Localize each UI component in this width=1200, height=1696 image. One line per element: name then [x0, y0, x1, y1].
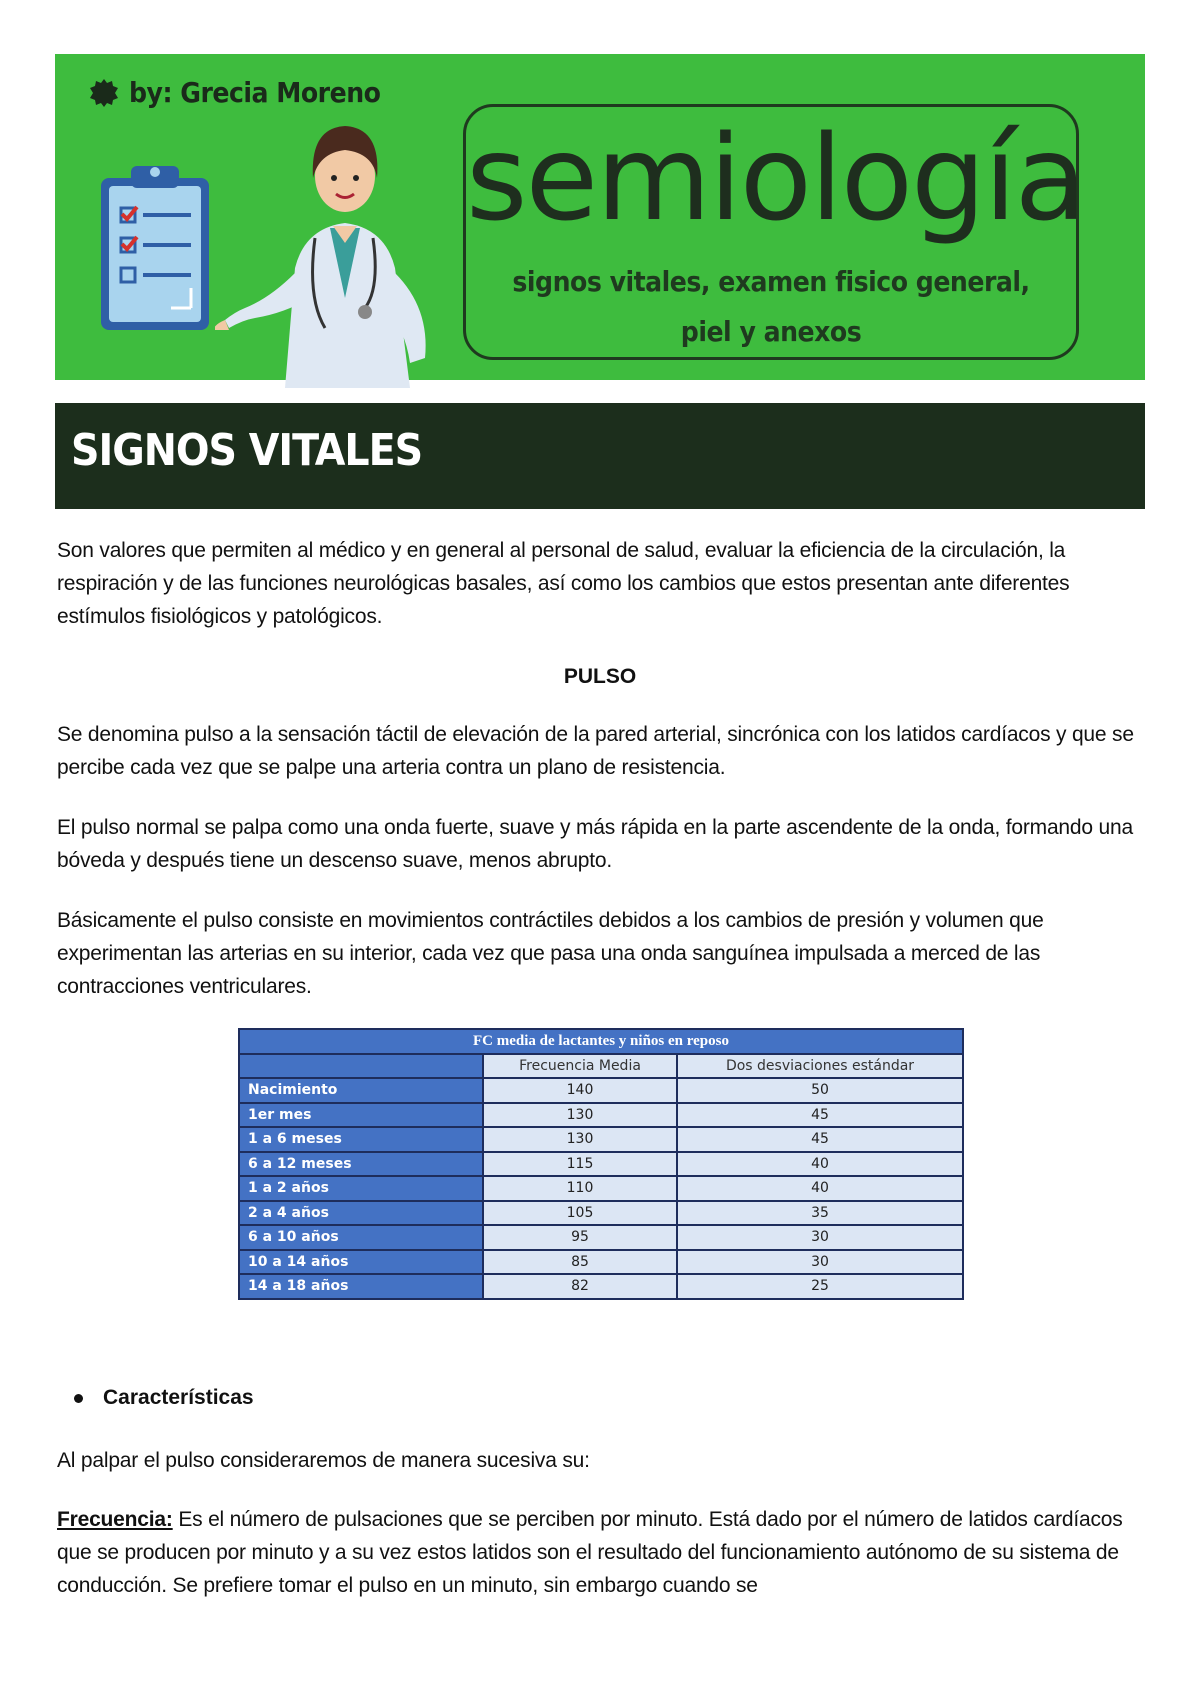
pulso-paragraph-2: El pulso normal se palpa como una onda fuerte, suave y más rápida en la parte ascendente de la onda, formando una bóveda y después tiene un descenso suave, menos abrupto. — [57, 816, 1133, 872]
table-header-media: Frecuencia Media — [483, 1054, 677, 1079]
table-row — [239, 1152, 963, 1177]
caracteristicas-heading — [74, 1386, 254, 1410]
row-label: Nacimiento — [239, 1078, 483, 1103]
heart-rate-table — [238, 1028, 964, 1300]
frecuencia-text: Es el número de pulsaciones que se perciben por minuto. Está dado por el número de latidos cardíacos que se producen por minuto y a su vez estos latidos son el resultado del funcionamiento autónomo de su sistema de conducción. Se prefiere tomar el pulso en un minuto, sin embargo cuando se — [57, 1508, 1123, 1597]
table-row — [239, 1274, 963, 1299]
row-label: 1er mes — [239, 1103, 483, 1128]
row-desv: 40 — [677, 1152, 963, 1177]
table-row — [239, 1250, 963, 1275]
table-row — [239, 1103, 963, 1128]
row-media: 82 — [483, 1274, 677, 1299]
page-subtitle: signos vitales, examen fisico general, piel y anexos — [512, 265, 1030, 348]
row-desv: 45 — [677, 1127, 963, 1152]
clipboard-icon — [95, 158, 215, 338]
frecuencia-label: Frecuencia: — [57, 1508, 173, 1531]
caracteristicas-heading-text: Características — [103, 1386, 254, 1409]
table-title: FC media de lactantes y niños en reposo — [239, 1029, 963, 1054]
header-banner — [55, 54, 1145, 380]
badge-icon — [89, 78, 119, 108]
row-desv: 40 — [677, 1176, 963, 1201]
row-media: 140 — [483, 1078, 677, 1103]
row-label: 10 a 14 años — [239, 1250, 483, 1275]
pulso-paragraph-1: Se denomina pulso a la sensación táctil de elevación de la pared arterial, sincrónica con los latidos cardíacos y que se percibe cada vez que se palpe una arteria contra un plano de resistencia. — [57, 723, 1134, 779]
row-media: 105 — [483, 1201, 677, 1226]
table-corner — [239, 1054, 483, 1079]
row-label: 1 a 2 años — [239, 1176, 483, 1201]
bullet-icon — [74, 1394, 83, 1403]
row-media: 130 — [483, 1127, 677, 1152]
intro-paragraph: Son valores que permiten al médico y en general al personal de salud, evaluar la eficiencia de la circulación, la respiración y de las funciones neurológicas basales, así como los cambios que estos presentan ante diferentes estímulos fisiológicos y patológicos. — [57, 539, 1070, 628]
table-row — [239, 1127, 963, 1152]
table-row — [239, 1078, 963, 1103]
row-label: 1 a 6 meses — [239, 1127, 483, 1152]
author-name: by: Grecia Moreno — [129, 76, 381, 109]
row-desv: 35 — [677, 1201, 963, 1226]
table-row — [239, 1225, 963, 1250]
row-label: 6 a 12 meses — [239, 1152, 483, 1177]
table-header-desv: Dos desviaciones estándar — [677, 1054, 963, 1079]
row-media: 130 — [483, 1103, 677, 1128]
table-row — [239, 1176, 963, 1201]
row-desv: 25 — [677, 1274, 963, 1299]
row-label: 2 a 4 años — [239, 1201, 483, 1226]
caracteristicas-intro: Al palpar el pulso consideraremos de manera sucesiva su: — [57, 1449, 590, 1472]
row-desv: 45 — [677, 1103, 963, 1128]
section-header — [55, 403, 1145, 509]
row-media: 115 — [483, 1152, 677, 1177]
row-label: 14 a 18 años — [239, 1274, 483, 1299]
pulso-heading: PULSO — [563, 665, 637, 688]
row-desv: 50 — [677, 1078, 963, 1103]
row-media: 95 — [483, 1225, 677, 1250]
page-title: semiología — [466, 109, 1085, 247]
pulso-paragraph-3: Básicamente el pulso consiste en movimientos contráctiles debidos a los cambios de presión y volumen que experimentan las arterias en su interior, cada vez que pasa una onda sanguínea impulsada a merced de las contracciones ventriculares. — [57, 909, 1044, 998]
row-label: 6 a 10 años — [239, 1225, 483, 1250]
row-media: 85 — [483, 1250, 677, 1275]
section-title: SIGNOS VITALES — [71, 425, 423, 476]
doctor-illustration — [215, 98, 455, 388]
frecuencia-paragraph — [57, 1503, 1147, 1602]
row-desv: 30 — [677, 1250, 963, 1275]
row-desv: 30 — [677, 1225, 963, 1250]
table-row — [239, 1201, 963, 1226]
row-media: 110 — [483, 1176, 677, 1201]
title-box — [463, 104, 1085, 360]
